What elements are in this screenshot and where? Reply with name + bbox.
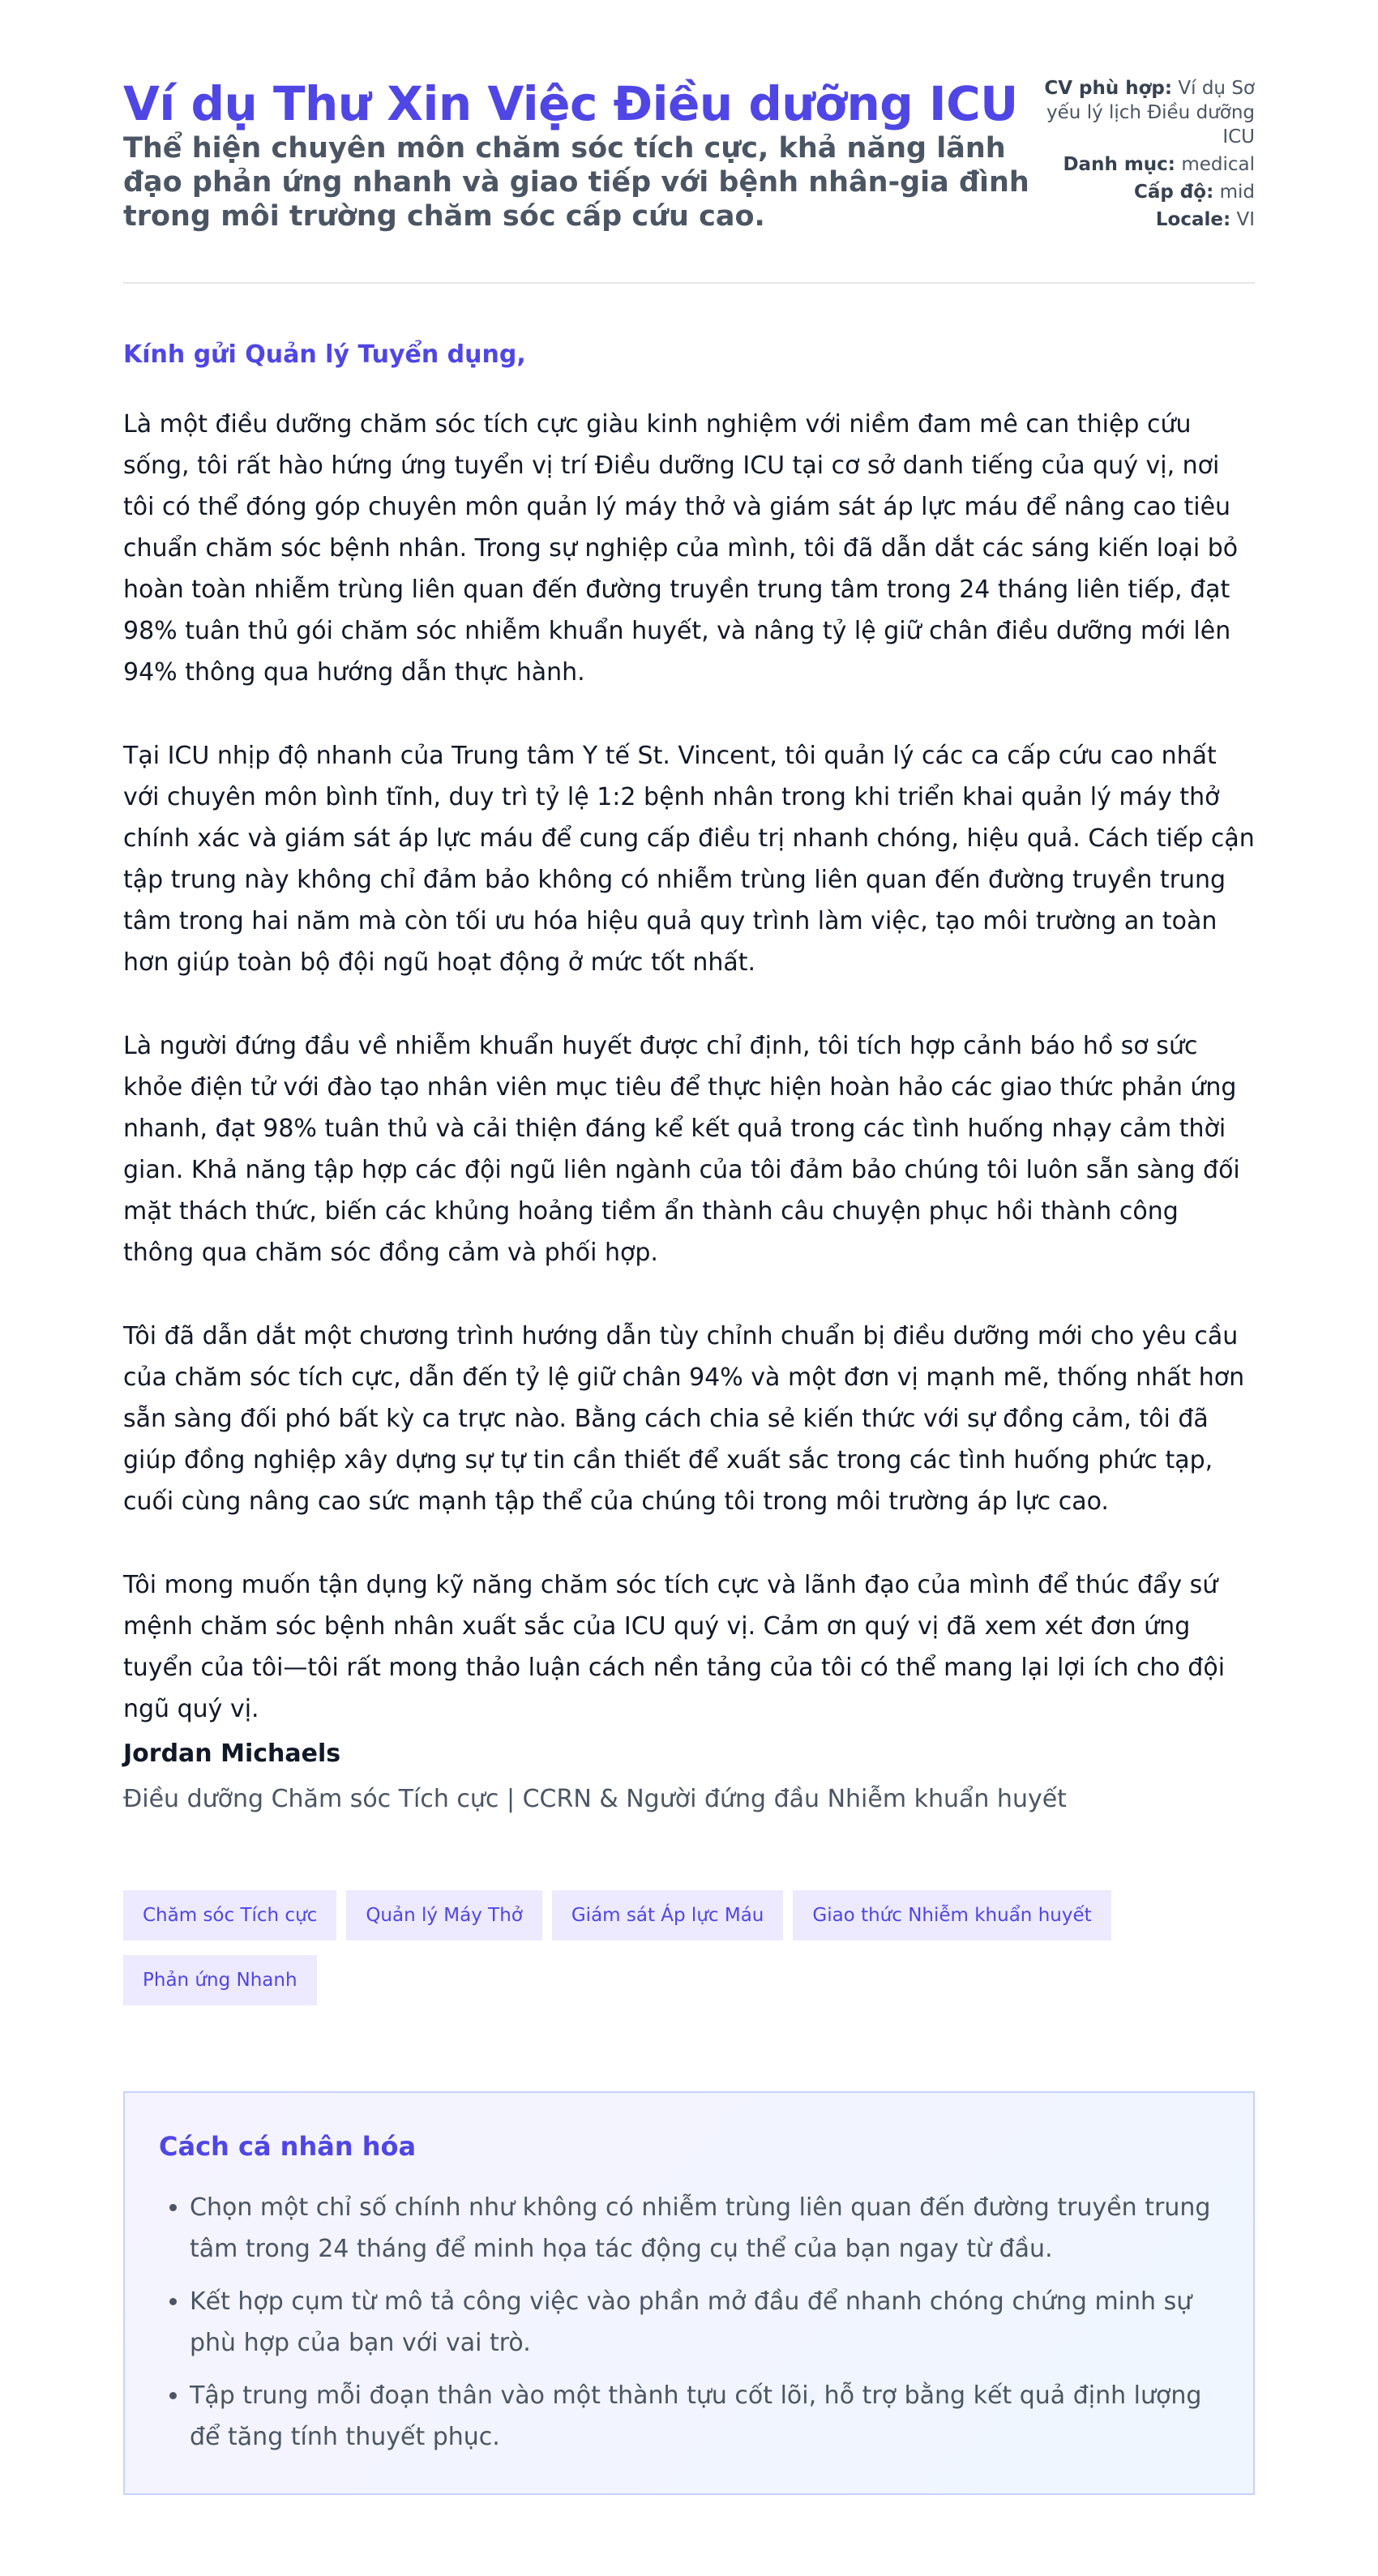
meta-category bbox=[1012, 152, 1255, 177]
personalization-tips bbox=[123, 2091, 1255, 2495]
page-header bbox=[123, 0, 1255, 284]
meta-panel bbox=[1012, 76, 1255, 235]
meta-locale bbox=[1012, 208, 1255, 232]
letter-body bbox=[123, 404, 1255, 1772]
skill-tag: Quản lý Máy Thở bbox=[346, 1890, 542, 1941]
meta-category-value: medical bbox=[1181, 154, 1255, 175]
letter-paragraph: Tôi mong muốn tận dụng kỹ năng chăm sóc tích cực và lãnh đạo của mình để thúc đẩy sứ mệnh chăm sóc bệnh nhân xuất sắc của ICU quý vị. Cảm ơn quý vị đã xem xét đơn ứng tuyển của tôi—tôi rất mong thảo luận cách nền tảng của tôi có thể mang lại lợi ích cho đội ngũ quý vị. bbox=[123, 1571, 1226, 1723]
meta-locale-value: VI bbox=[1236, 209, 1255, 230]
tips-list bbox=[159, 2187, 1221, 2458]
letter-paragraph: Là người đứng đầu về nhiễm khuẩn huyết được chỉ định, tôi tích hợp cảnh báo hồ sơ sức khỏe điện tử với đào tạo nhân viên mục tiêu để thực hiện hoàn hảo các giao thức phản ứng nhanh, đạt 98% tuân thủ và cải thiện đáng kể kết quả trong các tình huống nhạy cảm thời gian. Khả năng tập hợp các đội ngũ liên ngành của tôi đảm bảo chúng tôi luôn sẵn sàng đối mặt thách thức, biến các khủng hoảng tiềm ẩn thành câu chuyện phục hồi thành công thông qua chăm sóc đồng cảm và phối hợp. bbox=[123, 1032, 1240, 1267]
tip-item: • Kết hợp cụm từ mô tả công việc vào phần mở đầu để nhanh chóng chứng minh sự phù hợp của bạn với vai trò. bbox=[190, 2281, 1221, 2364]
meta-level-label: Cấp độ: bbox=[1133, 182, 1214, 203]
letter-paragraph: Tôi đã dẫn dắt một chương trình hướng dẫn tùy chỉnh chuẩn bị điều dưỡng mới cho yêu cầu của chăm sóc tích cực, dẫn đến tỷ lệ giữ chân 94% và một đơn vị mạnh mẽ, thống nhất hơn sẵn sàng đối phó bất kỳ ca trực nào. Bằng cách chia sẻ kiến thức với sự đồng cảm, tôi đã giúp đồng nghiệp xây dựng sự tự tin cần thiết để xuất sắc trong các tình huống phức tạp, cuối cùng nâng cao sức mạnh tập thể của chúng tôi trong môi trường áp lực cao. bbox=[123, 1322, 1245, 1516]
meta-cv-label: CV phù hợp: bbox=[1044, 78, 1173, 99]
letter-paragraph: Là một điều dưỡng chăm sóc tích cực giàu kinh nghiệm với niềm đam mê can thiệp cứu sống, tôi rất hào hứng ứng tuyển vị trí Điều dưỡng ICU tại cơ sở danh tiếng của quý vị, nơi tôi có thể đóng góp chuyên môn quản lý máy thở và giám sát áp lực máu để nâng cao tiêu chuẩn chăm sóc bệnh nhân. Trong sự nghiệp của mình, tôi đã dẫn dắt các sáng kiến loại bỏ hoàn toàn nhiễm trùng liên quan đến đường truyền trung tâm trong 24 tháng liên tiếp, đạt 98% tuân thủ gói chăm sóc nhiễm khuẩn huyết, và nâng tỷ lệ giữ chân điều dưỡng mới lên 94% thông qua hướng dẫn thực hành. bbox=[123, 410, 1239, 687]
meta-cv-value: Ví dụ Sơ yếu lý lịch Điều dưỡng ICU bbox=[1046, 78, 1255, 148]
signature-block bbox=[123, 1736, 1067, 1817]
skill-tag: Chăm sóc Tích cực bbox=[123, 1890, 336, 1941]
skill-tags bbox=[123, 1890, 1255, 2020]
meta-locale-label: Locale: bbox=[1155, 209, 1231, 230]
page-title: Ví dụ Thư Xin Việc Điều dưỡng ICU bbox=[123, 76, 1018, 131]
meta-category-label: Danh mục: bbox=[1063, 154, 1175, 175]
tip-item: • Chọn một chỉ số chính như không có nhiễm trùng liên quan đến đường truyền trung tâm trong 24 tháng để minh họa tác động cụ thể của bạn ngay từ đầu. bbox=[190, 2187, 1221, 2270]
meta-cv bbox=[1012, 76, 1255, 149]
meta-level-value: mid bbox=[1219, 182, 1255, 203]
signature-title: Điều dưỡng Chăm sóc Tích cực | CCRN & Người đứng đầu Nhiễm khuẩn huyết bbox=[123, 1785, 1067, 1813]
page-subtitle: Thể hiện chuyên môn chăm sóc tích cực, khả năng lãnh đạo phản ứng nhanh và giao tiếp với bệnh nhân-gia đình trong môi trường chăm sóc cấp cứu cao. bbox=[123, 132, 1029, 233]
tips-title: Cách cá nhân hóa bbox=[159, 2131, 417, 2162]
meta-level bbox=[1012, 180, 1255, 204]
salutation: Kính gửi Quản lý Tuyển dụng, bbox=[123, 340, 526, 369]
skill-tag: Phản ứng Nhanh bbox=[123, 1955, 317, 2005]
cover-letter-page bbox=[123, 0, 1255, 2451]
signature-name: Jordan Michaels bbox=[123, 1739, 341, 1768]
tip-item: • Tập trung mỗi đoạn thân vào một thành tựu cốt lõi, hỗ trợ bằng kết quả định lượng để tăng tính thuyết phục. bbox=[190, 2375, 1221, 2458]
skill-tag: Giao thức Nhiễm khuẩn huyết bbox=[793, 1890, 1111, 1941]
skill-tag: Giám sát Áp lực Máu bbox=[552, 1890, 784, 1941]
letter-paragraph: Tại ICU nhịp độ nhanh của Trung tâm Y tế St. Vincent, tôi quản lý các ca cấp cứu cao nhất với chuyên môn bình tĩnh, duy trì tỷ lệ 1:2 bệnh nhân trong khi triển khai quản lý máy thở chính xác và giám sát áp lực máu để cung cấp điều trị nhanh chóng, hiệu quả. Cách tiếp cận tập trung này không chỉ đảm bảo không có nhiễm trùng liên quan đến đường truyền trung tâm trong hai năm mà còn tối ưu hóa hiệu quả quy trình làm việc, tạo môi trường an toàn hơn giúp toàn bộ đội ngũ hoạt động ở mức tốt nhất. bbox=[123, 742, 1255, 977]
